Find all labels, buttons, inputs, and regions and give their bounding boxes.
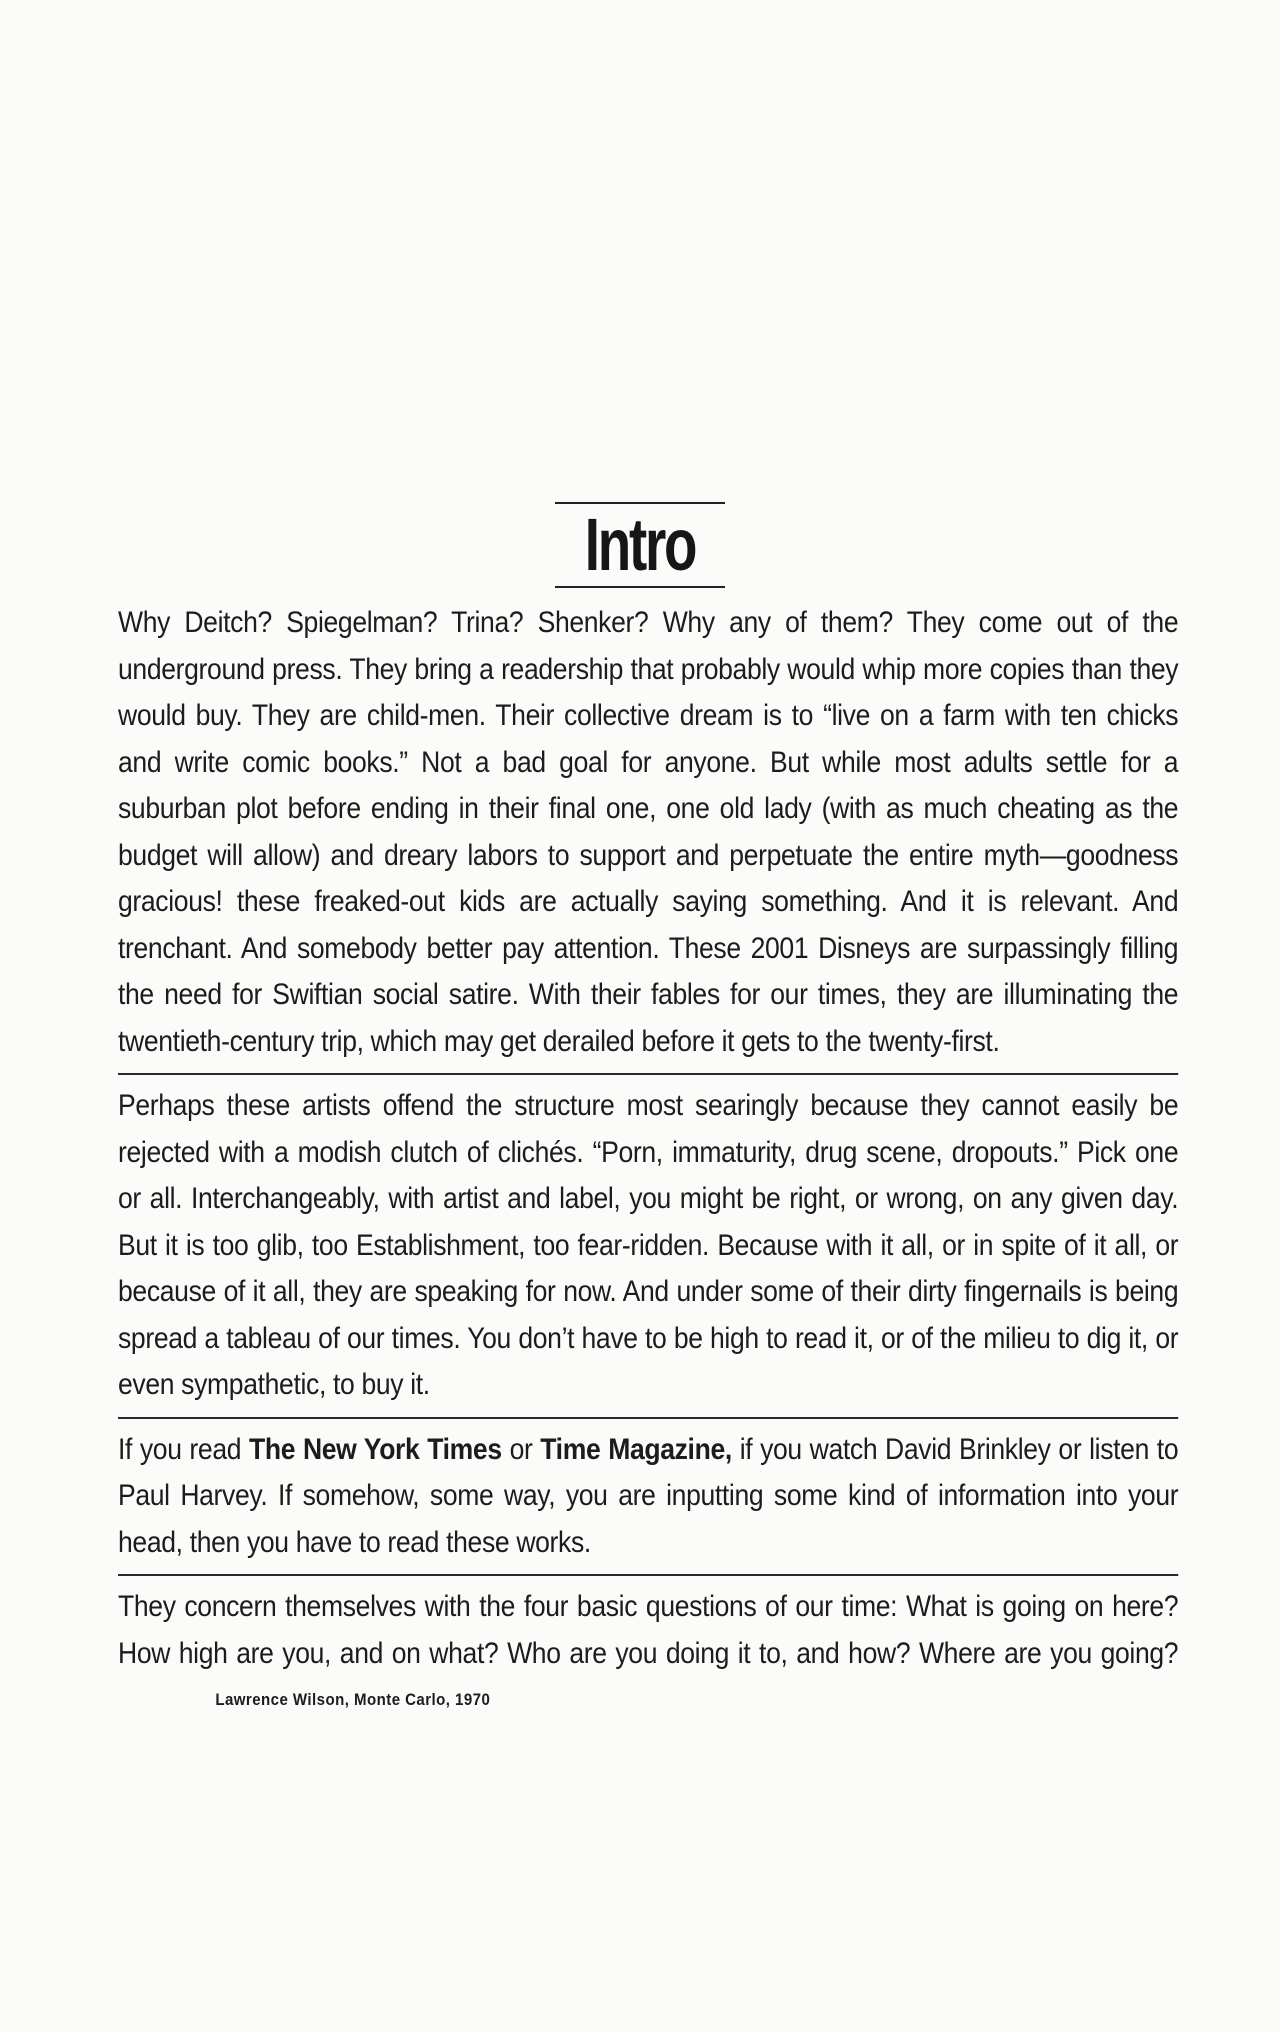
paragraph-3-part1: If you read	[118, 1432, 249, 1466]
paragraph-3	[118, 1417, 1178, 1575]
body-text	[118, 598, 1178, 1732]
signature: Lawrence Wilson, Monte Carlo, 1970	[215, 1690, 491, 1709]
paragraph-3-part2: or	[501, 1432, 541, 1466]
paragraph-1: Why Deitch? Spiegelman? Trina? Shenker? Why any of them? They come out of the underground press. They bring a readership that probably would whip more copies than they would buy. They are child-men. Their collective dream is to “live on a farm with ten chicks and write comic books.” Not a bad goal for anyone. But while most adults settle for a suburban plot before ending in their final one, one old lady (with as much cheating as the budget will allow) and dreary labors to support and perpetuate the entire myth—goodness gracious! these freaked-out kids are actually saying something. And it is relevant. And trenchant. And somebody better pay attention. These 2001 Disneys are surpassingly filling the need for Swiftian social satire. With their fables for our times, they are illuminating the twentieth-century trip, which may get derailed before it gets to the twenty-first.	[118, 606, 1179, 1058]
time-magazine-title: Time Magazine,	[540, 1432, 732, 1466]
paragraph-3-part3: if you watch David Brinkley or listen to Paul Harvey. If somehow, some way, you are inputting some kind of information into your head, then you have to read these works.	[118, 1432, 1179, 1559]
title-rule-bottom	[555, 586, 725, 588]
page-title: Intro	[584, 503, 696, 586]
nyt-title: The New York Times	[248, 1432, 502, 1466]
paragraph-4	[118, 1574, 1178, 1732]
paragraph-4-text: They concern themselves with the four basic questions of our time: What is going on here? How high are you, and on what? Who are you doing it to, and how? Where are you going?	[118, 1590, 1179, 1670]
paragraph-2: Perhaps these artists offend the structure most searingly because they cannot easily be rejected with a modish clutch of clichés. “Porn, immaturity, drug scene, dropouts.” Pick one or all. Interchangeably, with artist and label, you might be right, or wrong, on any given day. But it is too glib, too Establishment, too fear-ridden. Because with it all, or in spite of it all, or because of it all, they are speaking for now. And under some of their dirty fingernails is being spread a tableau of our times. You don’t have to be high to read it, or of the milieu to dig it, or even sympathetic, to buy it.	[118, 1073, 1178, 1417]
title-block	[555, 502, 725, 588]
